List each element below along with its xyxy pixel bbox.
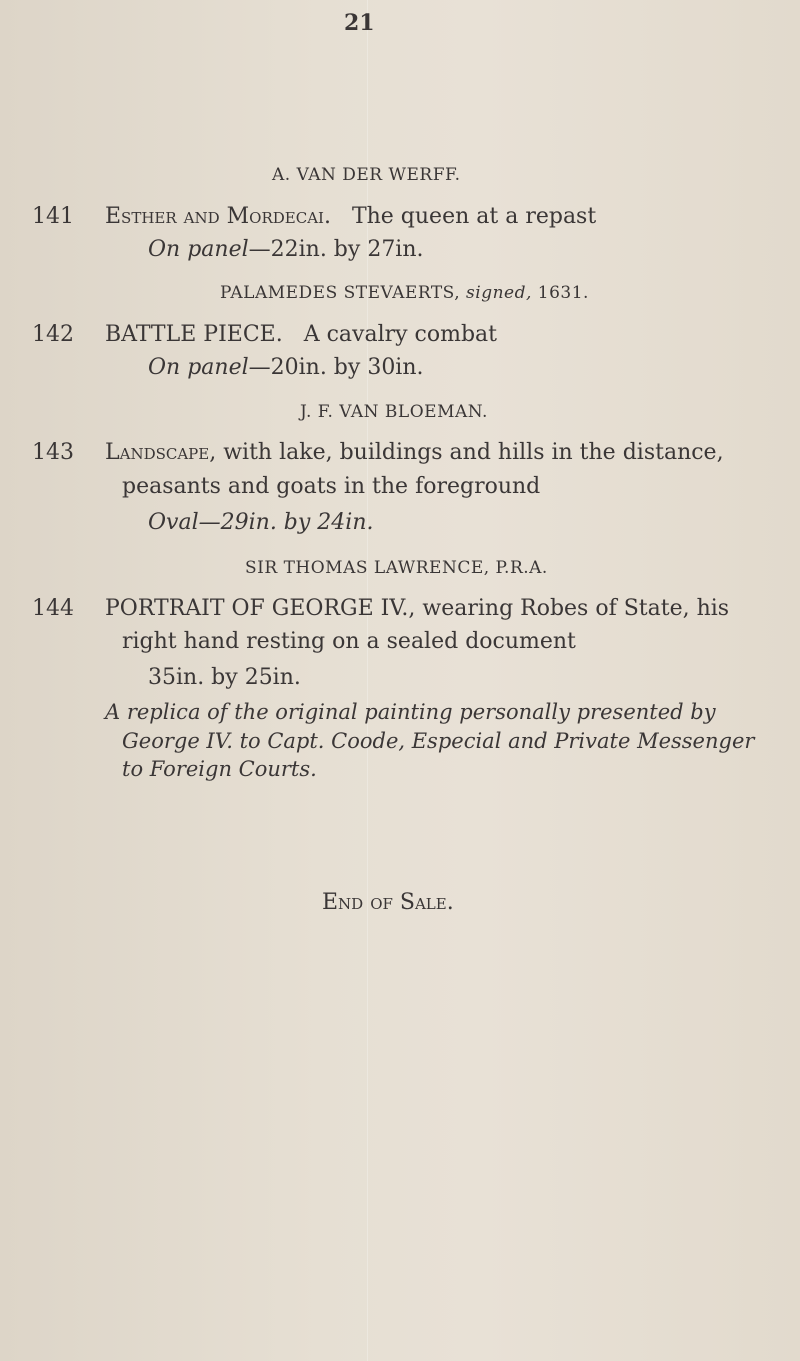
lot-entry (105, 204, 596, 229)
lot-description: A cavalry combat (303, 322, 498, 347)
artist-heading: J. F. VAN BLOEMAN. (300, 402, 488, 422)
lot-description-line2: right hand resting on a sealed document (122, 629, 576, 654)
lot-description-line2: peasants and goats in the foreground (122, 474, 541, 499)
artist-year: 1631. (537, 283, 589, 303)
lot-number: 142 (32, 322, 74, 347)
lot-title: PORTRAIT OF GEORGE IV., (105, 596, 416, 621)
lot-description: The queen at a repast (351, 204, 597, 229)
lot-dimensions (148, 355, 424, 380)
lot-title: BATTLE PIECE. (105, 322, 283, 347)
lot-note: George IV. to Capt. Coode, Especial and Private Messenger (122, 729, 755, 753)
artist-note: signed, (466, 283, 532, 303)
lot-number: 144 (32, 596, 74, 621)
lot-dimensions: Oval—29in. by 24in. (148, 510, 374, 535)
artist-heading: SIR THOMAS LAWRENCE, P.R.A. (245, 558, 548, 578)
lot-note: A replica of the original painting personally presented by (105, 700, 716, 724)
lot-number: 141 (32, 204, 74, 229)
artist-name: PALAMEDES STEVAERTS, (220, 283, 461, 303)
lot-description: wearing Robes of State, his (422, 596, 730, 621)
lot-title: Landscape, (105, 440, 217, 465)
lot-size: —22in. by 27in. (248, 237, 424, 262)
artist-heading: A. VAN DER WERFF. (272, 165, 461, 185)
lot-entry (105, 596, 729, 621)
lot-number: 143 (32, 440, 74, 465)
artist-heading (220, 283, 589, 303)
lot-entry (105, 440, 724, 465)
lot-dimensions: 35in. by 25in. (148, 665, 301, 690)
end-of-sale: End of Sale. (322, 890, 454, 915)
lot-medium: On panel (148, 237, 249, 262)
lot-entry (105, 322, 497, 347)
lot-medium: On panel (148, 355, 249, 380)
lot-size: —20in. by 30in. (248, 355, 424, 380)
lot-note: to Foreign Courts. (122, 757, 317, 781)
lot-description: with lake, buildings and hills in the distance, (223, 440, 724, 465)
page-number: 21 (344, 10, 375, 36)
lot-dimensions (148, 237, 424, 262)
lot-title: Esther and Mordecai. (105, 204, 331, 229)
